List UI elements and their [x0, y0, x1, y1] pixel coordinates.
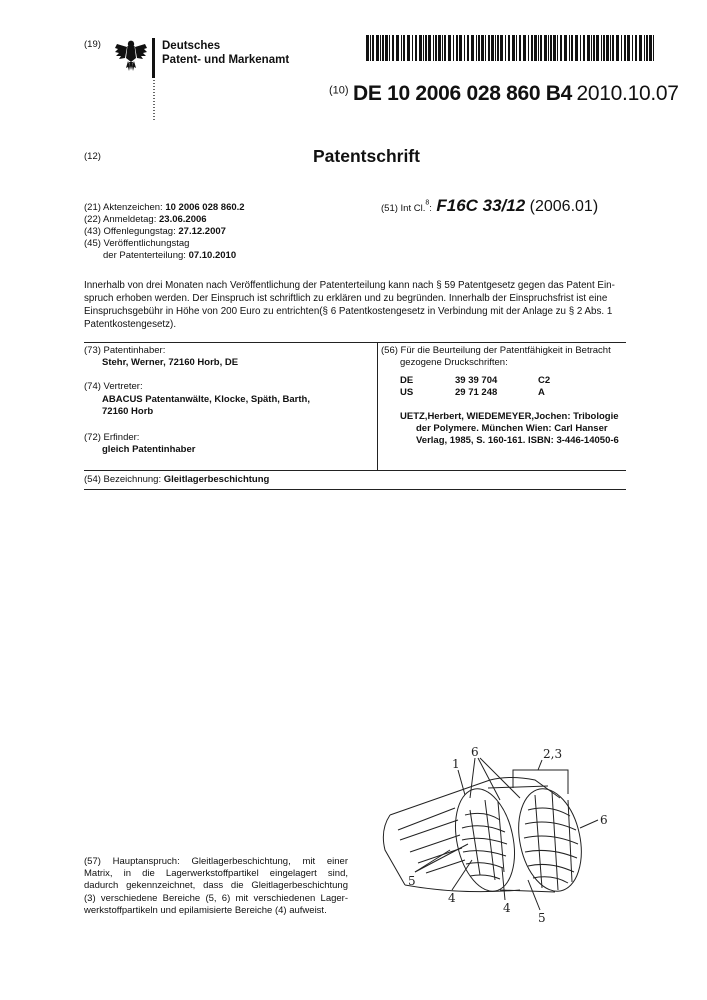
barcode-bar [516, 35, 517, 61]
barcode-bar [544, 35, 547, 61]
barcode-bar [596, 35, 599, 61]
barcode-bar [385, 35, 388, 61]
bearing-drawing [370, 740, 630, 940]
barcode-bar [621, 35, 622, 61]
barcode-bar [593, 35, 595, 61]
field-56-label2: gezogene Druckschriften: [400, 357, 508, 368]
barcode-bar [481, 35, 484, 61]
citation-1-kind: A [538, 387, 545, 398]
barcode-bar [435, 35, 437, 61]
ref-6-right: 6 [600, 813, 608, 827]
barcode-bar [376, 35, 379, 61]
barcode-bar [601, 35, 602, 61]
barcode-bar [389, 35, 390, 61]
barcode [366, 35, 656, 61]
federal-eagle-icon [113, 38, 149, 74]
barcode-bar [519, 35, 521, 61]
barcode-bar [627, 35, 630, 61]
barcode-bar [425, 35, 427, 61]
citation-0-country: DE [400, 375, 414, 386]
barcode-bar [464, 35, 465, 61]
field-72-label: (72) Erfinder: [84, 432, 140, 443]
barcode-bar [649, 35, 652, 61]
barcode-bar [453, 35, 454, 61]
barcode-bar [635, 35, 637, 61]
citation-literature-2: der Polymere. München Wien: Carl Hanser [416, 423, 608, 434]
field-74-value1: ABACUS Patentanwälte, Klocke, Späth, Barth, [102, 394, 310, 405]
barcode-bar [438, 35, 441, 61]
barcode-bar [616, 35, 619, 61]
ref-5-bottom: 5 [538, 911, 546, 925]
barcode-bar [587, 35, 590, 61]
barcode-bar [644, 35, 645, 61]
barcode-bar [646, 35, 648, 61]
barcode-bar [591, 35, 592, 61]
barcode-bar [612, 35, 614, 61]
field-73-value: Stehr, Werner, 72160 Horb, DE [102, 357, 239, 368]
barcode-bar [488, 35, 490, 61]
barcode-bar [610, 35, 611, 61]
ref-1: 1 [452, 757, 460, 771]
barcode-bar [548, 35, 549, 61]
barcode-bar [495, 35, 496, 61]
field-45: der Patenterteilung: 07.10.2010 [103, 250, 237, 261]
barcode-bar [603, 35, 605, 61]
barcode-bar [412, 35, 413, 61]
field-19: (19) [84, 39, 101, 50]
barcode-bar [448, 35, 451, 61]
citation-literature-1: UETZ,Herbert, WIEDEMEYER,Jochen: Tribologie [400, 411, 619, 422]
barcode-bar [571, 35, 573, 61]
field-73-label: (73) Patentinhaber: [84, 345, 166, 356]
barcode-bar [476, 35, 477, 61]
barcode-bar [550, 35, 552, 61]
citation-0-number: 39 39 704 [455, 375, 498, 386]
ipc-class: F16C 33/12 [436, 196, 526, 215]
field-54: (54) Bezeichnung: Gleitlagerbeschichtung [84, 474, 270, 485]
barcode-bar [538, 35, 539, 61]
barcode-bar [491, 35, 494, 61]
barcode-bar [485, 35, 486, 61]
ref-4-right: 4 [503, 901, 511, 915]
field-74-label: (74) Vertreter: [84, 381, 143, 392]
barcode-bar [557, 35, 558, 61]
field-72-value: gleich Patentinhaber [102, 444, 196, 455]
field-56-label1: (56) Für die Beurteilung der Patentfähigkeit in Betracht [381, 345, 611, 356]
barcode-bar [653, 35, 654, 61]
barcode-bar [505, 35, 506, 61]
barcode-bar [366, 35, 369, 61]
barcode-bar [423, 35, 424, 61]
patent-number: DE 10 2006 028 860 B4 [353, 82, 573, 105]
barcode-bar [564, 35, 567, 61]
opposition-notice: Innerhalb von drei Monaten nach Veröffentlichung der Patenterteilung kann nach § 59 Patentgesetz gegen das Patent Ein- spruch erhoben werden. Der Einspruch ist schriftlich zu erklären und zu begründen. Innerhalb der Einspruchsfrist ist eine Einspruchsgebühr in Höhe von 200 Euro zu entrichten(§ 6 Patentkostengesetz in Verbindung mit der Anlage zu § 2 Abs. 1 Patentkostengesetz). [84, 280, 615, 330]
barcode-bar [508, 35, 510, 61]
patent-number-line [329, 82, 679, 106]
barcode-bar [442, 35, 443, 61]
barcode-bar [396, 35, 399, 61]
office-name-line1: Deutsches [162, 40, 221, 52]
publication-date: 2010.10.07 [576, 82, 679, 105]
barcode-bar [575, 35, 578, 61]
field-45-label: (45) Veröffentlichungstag [84, 238, 190, 249]
barcode-bar [580, 35, 581, 61]
field-21: (21) Aktenzeichen: 10 2006 028 860.2 [84, 202, 245, 213]
barcode-bar [459, 35, 462, 61]
barcode-bar [372, 35, 374, 61]
barcode-bar [560, 35, 562, 61]
barcode-bar [497, 35, 499, 61]
ipc-year: (2006.01) [529, 198, 599, 215]
barcode-bar [444, 35, 446, 61]
barcode-bar [531, 35, 533, 61]
barcode-bar [380, 35, 381, 61]
barcode-bar [419, 35, 422, 61]
barcode-bar [624, 35, 626, 61]
barcode-bar [478, 35, 480, 61]
office-name-line2: Patent- und Markenamt [162, 54, 290, 66]
field-74-value2: 72160 Horb [102, 406, 154, 417]
barcode-bar [553, 35, 556, 61]
rule-bottom [84, 489, 626, 490]
barcode-bar [512, 35, 515, 61]
document-type: Patentschrift [313, 146, 420, 166]
barcode-bar [606, 35, 609, 61]
barcode-bar [433, 35, 434, 61]
main-claim: (57) Hauptanspruch: Gleitlagerbeschichtung, mit einer Matrix, in die Lagerwerkstoffpartikel eingelagert sind, dadurch gekennzeichnet, dass die Gleitlagerbeschichtung (3) verschiedene Bereiche (5, 6) mit verschiedenen Lager- werkstoffpartikeln und epilamisierte Bereiche (4) aufweist. [84, 856, 348, 916]
barcode-bar [523, 35, 526, 61]
citation-0-kind: C2 [538, 375, 551, 386]
barcode-bar [500, 35, 503, 61]
barcode-bar [403, 35, 405, 61]
barcode-bar [467, 35, 469, 61]
rule-top [84, 342, 626, 343]
barcode-bar [370, 35, 371, 61]
barcode-bar [540, 35, 542, 61]
field-12: (12) [84, 151, 101, 162]
rule-vertical [377, 342, 378, 470]
barcode-bar [569, 35, 570, 61]
barcode-bar [639, 35, 642, 61]
citation-1-number: 29 71 248 [455, 387, 498, 398]
barcode-bar [456, 35, 458, 61]
barcode-bar [401, 35, 402, 61]
office-stripe [153, 80, 155, 120]
field-43: (43) Offenlegungstag: 27.12.2007 [84, 226, 226, 237]
ref-5-left: 5 [408, 874, 416, 888]
citation-literature-3: Verlag, 1985, S. 160-161. ISBN: 3-446-14050-6 [416, 435, 619, 446]
barcode-bar [471, 35, 474, 61]
field-10: (10) [329, 84, 349, 97]
barcode-bar [583, 35, 585, 61]
barcode-bar [528, 35, 529, 61]
barcode-bar [415, 35, 417, 61]
barcode-bar [392, 35, 394, 61]
barcode-bar [428, 35, 431, 61]
citation-1-country: US [400, 387, 414, 398]
barcode-bar [632, 35, 633, 61]
barcode-bar [407, 35, 410, 61]
ref-4-left: 4 [448, 891, 456, 905]
barcode-bar [382, 35, 384, 61]
rule-middle [84, 470, 626, 471]
field-51: (51) Int Cl.$^8$: F16C 33/12 (2006.01) [381, 196, 599, 215]
ref-2-3: 2,3 [543, 747, 563, 761]
field-22: (22) Anmeldetag: 23.06.2006 [84, 214, 207, 225]
office-bar [152, 38, 155, 78]
barcode-bar [534, 35, 537, 61]
ref-6-top: 6 [471, 745, 479, 759]
